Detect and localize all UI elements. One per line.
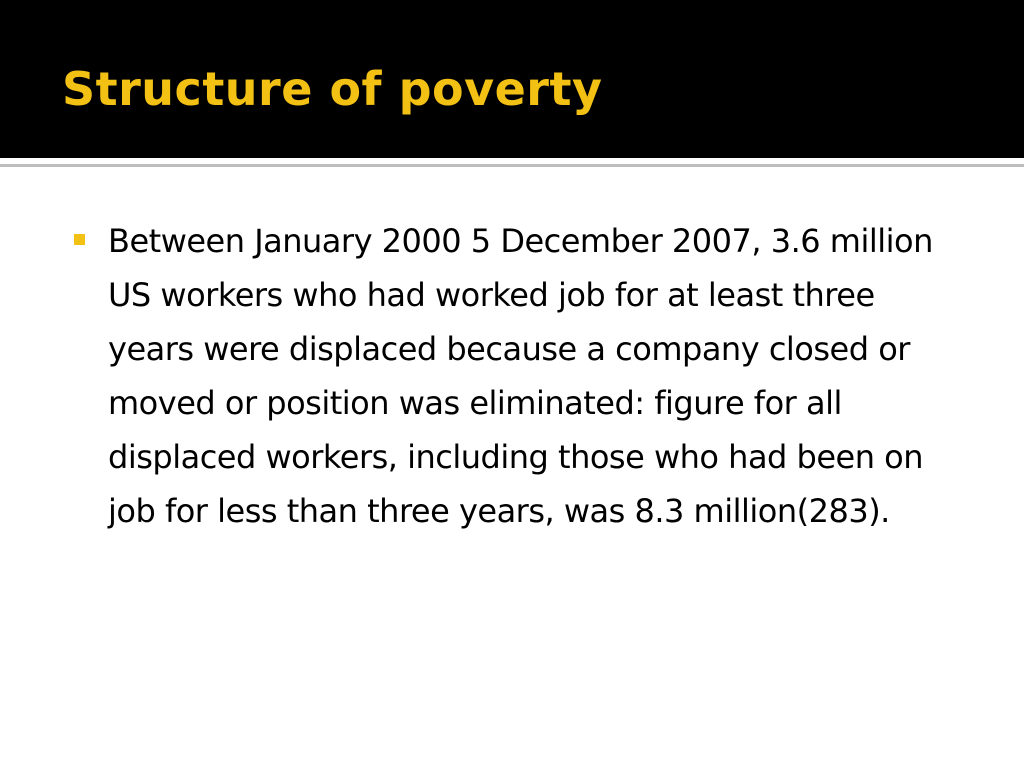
- bullet-item: [62, 214, 962, 538]
- title-bar: [0, 0, 1024, 158]
- square-bullet-icon: [74, 234, 85, 245]
- title-divider-line: [0, 164, 1024, 167]
- slide-content: [62, 214, 962, 538]
- bullet-text: Between January 2000 5 December 2007, 3.6 million US workers who had worked job for at least three years were displaced because a company closed or moved or position was eliminated: figure for all displaced workers, including those who had been on job for less than three years, was 8.3 million(283).: [108, 222, 933, 530]
- slide-title: Structure of poverty: [62, 62, 603, 116]
